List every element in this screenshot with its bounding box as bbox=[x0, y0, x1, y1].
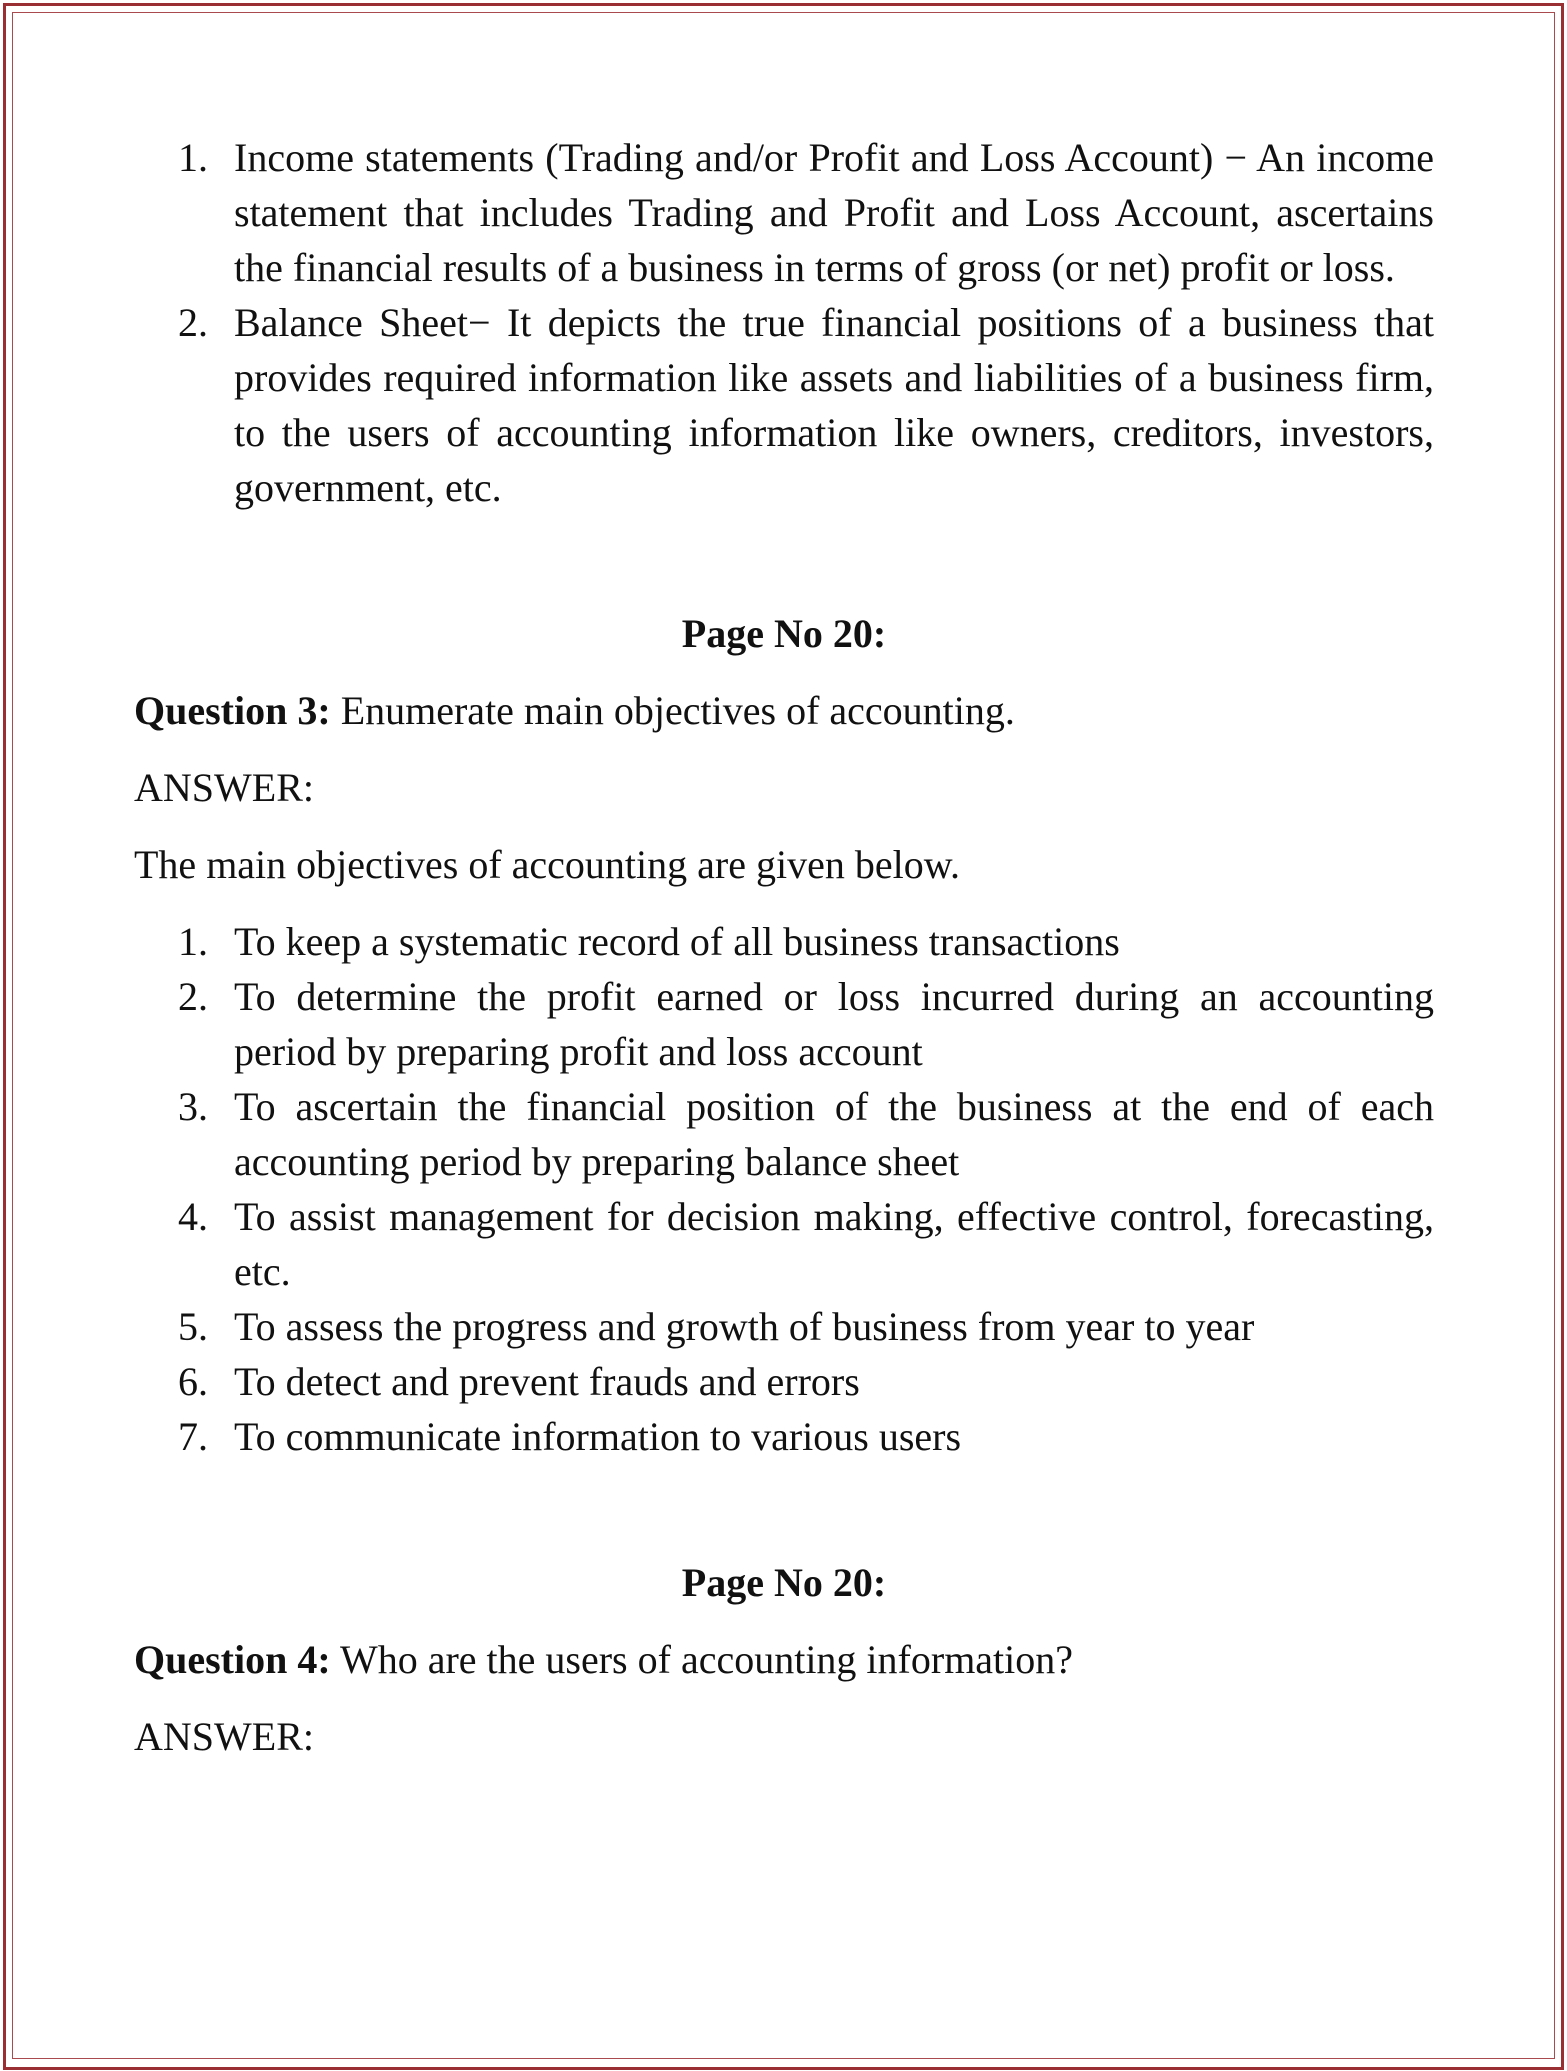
list-item-number: 7. bbox=[178, 1414, 208, 1459]
financial-statements-list bbox=[134, 130, 1434, 515]
list-item-text: Balance Sheet− It depicts the true financial positions of a business that provides required information like assets and liabilities of a business firm, to the users of accounting information like owners, creditors, investors, government, etc. bbox=[234, 300, 1434, 510]
list-item-number: 6. bbox=[178, 1359, 208, 1404]
list-item bbox=[134, 969, 1434, 1079]
list-item-number: 3. bbox=[178, 1084, 208, 1129]
list-item-text: To keep a systematic record of all business transactions bbox=[234, 919, 1120, 964]
list-item bbox=[134, 1189, 1434, 1299]
list-item-number: 1. bbox=[178, 919, 208, 964]
list-item-text: To determine the profit earned or loss incurred during an accounting period by preparing profit and loss account bbox=[234, 974, 1434, 1074]
question-4 bbox=[134, 1632, 1434, 1687]
list-item bbox=[134, 295, 1434, 515]
list-item-text: To communicate information to various users bbox=[234, 1414, 962, 1459]
question-text: Enumerate main objectives of accounting. bbox=[340, 688, 1015, 733]
page-number-heading: Page No 20: bbox=[681, 611, 887, 656]
question-text: Who are the users of accounting information? bbox=[339, 1637, 1074, 1682]
list-item bbox=[134, 130, 1434, 295]
list-item bbox=[134, 1354, 1434, 1409]
list-item-text: To assess the progress and growth of business from year to year bbox=[234, 1304, 1255, 1349]
document-body bbox=[134, 130, 1434, 1764]
list-item bbox=[134, 914, 1434, 969]
page-number-heading: Page No 20: bbox=[681, 1560, 887, 1605]
list-item-number: 2. bbox=[178, 974, 208, 1019]
list-item bbox=[134, 1409, 1434, 1464]
list-item bbox=[134, 1079, 1434, 1189]
answer-label: ANSWER: bbox=[134, 1714, 314, 1759]
question-label: Question 4: bbox=[134, 1637, 331, 1682]
list-item-number: 5. bbox=[178, 1304, 208, 1349]
answer-intro: The main objectives of accounting are given below. bbox=[134, 842, 960, 887]
question-3 bbox=[134, 683, 1434, 738]
list-item-number: 2. bbox=[178, 300, 208, 345]
list-item-text: Income statements (Trading and/or Profit and Loss Account) − An income statement that includes Trading and Profit and Loss Account, ascertains the financial results of a business in terms of gross (or net) profit or loss. bbox=[234, 135, 1434, 290]
list-item-text: To assist management for decision making, effective control, forecasting, etc. bbox=[234, 1194, 1434, 1294]
answer-label: ANSWER: bbox=[134, 765, 314, 810]
list-item-number: 4. bbox=[178, 1194, 208, 1239]
objectives-list bbox=[134, 914, 1434, 1464]
question-label: Question 3: bbox=[134, 688, 331, 733]
list-item-text: To detect and prevent frauds and errors bbox=[234, 1359, 860, 1404]
list-item-text: To ascertain the financial position of the business at the end of each accounting period by preparing balance sheet bbox=[234, 1084, 1434, 1184]
list-item bbox=[134, 1299, 1434, 1354]
list-item-number: 1. bbox=[178, 135, 208, 180]
